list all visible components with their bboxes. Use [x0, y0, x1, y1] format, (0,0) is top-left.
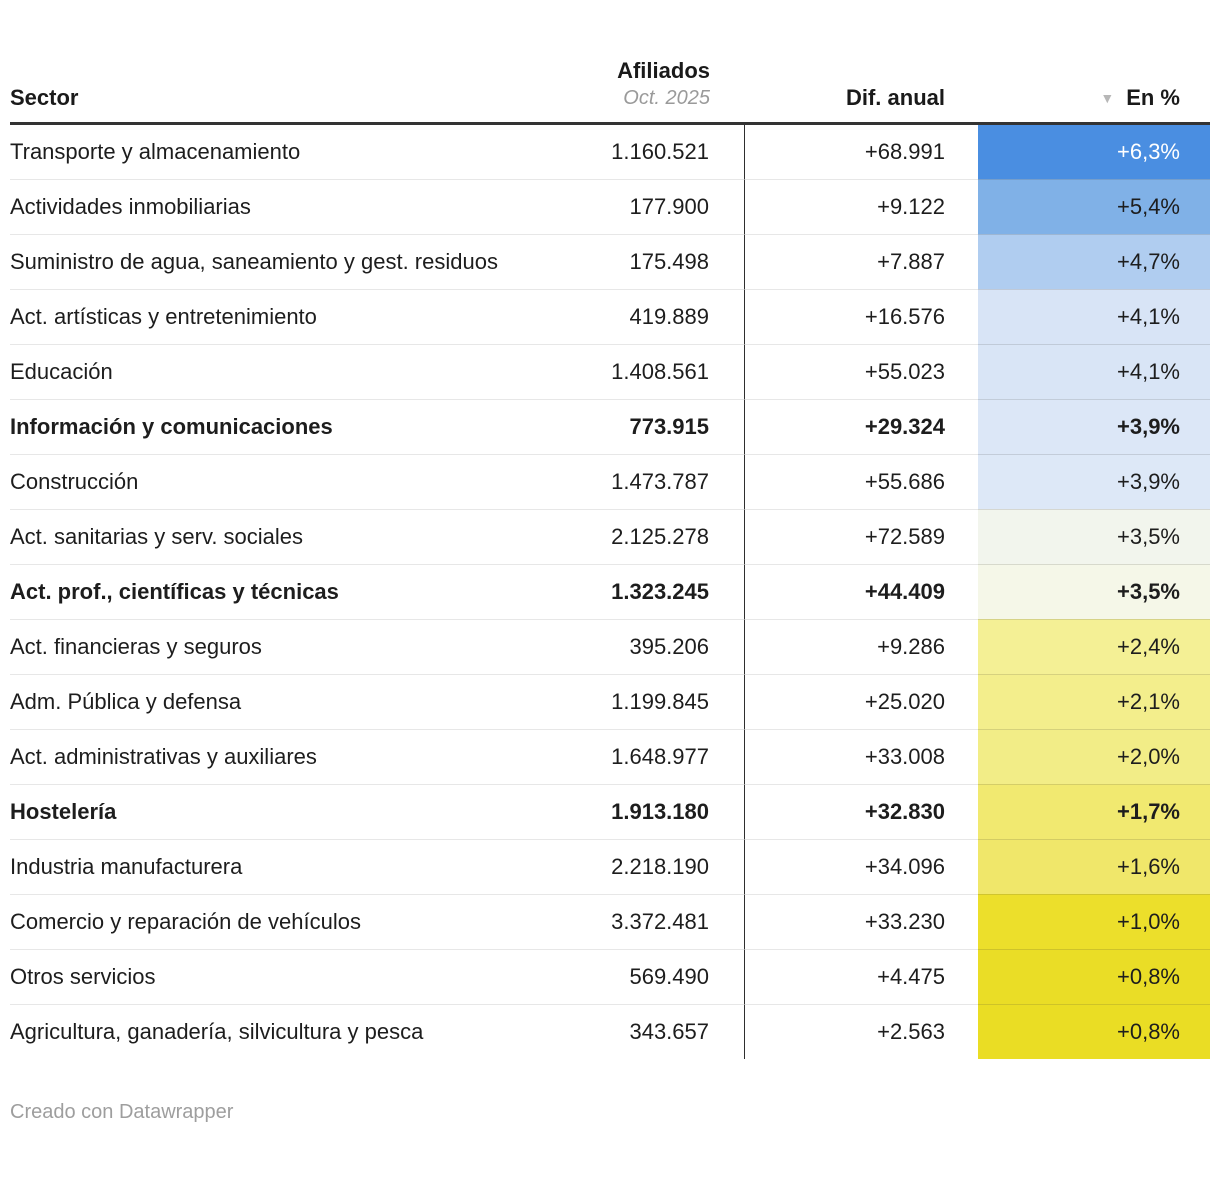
table-row-2	[10, 179, 1210, 234]
dif-anual-cell: +29.324	[745, 399, 978, 454]
dif-anual-cell: +44.409	[745, 564, 978, 619]
dif-anual-cell: +32.830	[745, 784, 978, 839]
column-header-afiliados-label: Afiliados	[617, 57, 710, 83]
table-row-6	[10, 399, 1210, 454]
table-row-3	[10, 234, 1210, 289]
afiliados-cell: 569.490	[535, 949, 745, 1004]
column-header-afiliados-subtitle: Oct. 2025	[623, 87, 710, 109]
sort-desc-icon: ▼	[1100, 89, 1115, 106]
table-row-8	[10, 509, 1210, 564]
afiliados-cell: 2.125.278	[535, 509, 745, 564]
table-row-13	[10, 784, 1210, 839]
table-row-12	[10, 729, 1210, 784]
pct-heatmap-cell: +3,9%	[978, 399, 1210, 454]
sector-cell: Transporte y almacenamiento	[10, 139, 301, 164]
dif-anual-cell: +2.563	[745, 1004, 978, 1059]
afiliados-cell: 419.889	[535, 289, 745, 344]
sector-cell: Comercio y reparación de vehículos	[10, 894, 535, 949]
pct-heatmap-cell: +3,9%	[978, 454, 1210, 509]
dif-anual-cell: +34.096	[745, 839, 978, 894]
afiliados-cell: 2.218.190	[535, 839, 745, 894]
table-row-14	[10, 839, 1210, 894]
afiliados-cell: 343.657	[535, 1004, 745, 1059]
pct-heatmap-cell: +4,1%	[978, 344, 1210, 399]
sector-cell: Adm. Pública y defensa	[10, 674, 535, 729]
table-row-11	[10, 674, 1210, 729]
sector-cell: Act. artísticas y entretenimiento	[10, 289, 535, 344]
table-row-16	[10, 949, 1210, 1004]
table-row-4	[10, 289, 1210, 344]
column-header-sector-label: Sector	[10, 84, 79, 110]
afiliados-cell: 773.915	[535, 399, 745, 454]
pct-heatmap-cell: +1,0%	[978, 894, 1210, 949]
sector-cell: Act. prof., científicas y técnicas	[10, 564, 535, 619]
table-row-5	[10, 344, 1210, 399]
sector-cell: Act. administrativas y auxiliares	[10, 729, 535, 784]
afiliados-cell: 395.206	[535, 619, 745, 674]
pct-heatmap-cell: +5,4%	[978, 179, 1210, 234]
afiliados-cell: 1.323.245	[535, 564, 745, 619]
table-row-9	[10, 564, 1210, 619]
sector-cell: Actividades inmobiliarias	[10, 179, 535, 234]
dif-anual-cell: +33.230	[745, 894, 978, 949]
pct-heatmap-cell: +1,7%	[978, 784, 1210, 839]
dif-anual-cell: +25.020	[745, 674, 978, 729]
table-row-15	[10, 894, 1210, 949]
table-row-7	[10, 454, 1210, 509]
afiliados-cell: 1.199.845	[535, 674, 745, 729]
afiliados-cell: 1.648.977	[535, 729, 745, 784]
table-row-1	[10, 125, 1210, 179]
dif-anual-cell: +33.008	[745, 729, 978, 784]
table-header	[10, 0, 1210, 125]
table-row-10	[10, 619, 1210, 674]
pct-heatmap-cell: +3,5%	[978, 509, 1210, 564]
attribution-credit: Creado con Datawrapper	[10, 1101, 234, 1123]
pct-heatmap-cell: +3,5%	[978, 564, 1210, 619]
sector-cell: Act. sanitarias y serv. sociales	[10, 509, 535, 564]
afiliados-cell: 1.913.180	[535, 784, 745, 839]
afiliados-cell: 1.408.561	[535, 344, 745, 399]
sector-cell: Hostelería	[10, 784, 535, 839]
sector-cell: Información y comunicaciones	[10, 399, 535, 454]
column-header-en-pct-label: En %	[1126, 84, 1180, 110]
column-header-en-pct[interactable]	[978, 85, 1210, 110]
afiliados-cell: 1.473.787	[535, 454, 745, 509]
afiliados-cell: 177.900	[535, 179, 745, 234]
dif-anual-cell: +9.286	[745, 619, 978, 674]
pct-heatmap-cell: +4,7%	[978, 234, 1210, 289]
pct-heatmap-cell: +2,4%	[978, 619, 1210, 674]
sector-cell: Act. financieras y seguros	[10, 619, 535, 674]
sector-cell: Otros servicios	[10, 949, 535, 1004]
afiliados-cell: 3.372.481	[535, 894, 745, 949]
sector-cell: Construcción	[10, 454, 535, 509]
pct-heatmap-cell: +2,1%	[978, 674, 1210, 729]
afiliados-cell: 1.160.521	[535, 125, 745, 179]
pct-heatmap-cell: +0,8%	[978, 949, 1210, 1004]
column-header-dif-anual[interactable]	[745, 85, 978, 110]
table-row-17	[10, 1004, 1210, 1059]
pct-heatmap-cell: +4,1%	[978, 289, 1210, 344]
dif-anual-cell: +9.122	[745, 179, 978, 234]
dif-anual-cell: +55.023	[745, 344, 978, 399]
column-header-dif-anual-label: Dif. anual	[845, 84, 945, 110]
dif-anual-cell: +68.991	[864, 139, 945, 164]
pct-heatmap-cell: +1,6%	[978, 839, 1210, 894]
sector-cell: Suministro de agua, saneamiento y gest. residuos	[10, 234, 535, 289]
pct-heatmap-cell: +0,8%	[978, 1004, 1210, 1059]
dif-anual-cell: +16.576	[745, 289, 978, 344]
pct-heatmap-cell: +6,3%	[978, 125, 1210, 179]
dif-anual-cell: +4.475	[745, 949, 978, 1004]
table-body	[10, 125, 1210, 1059]
pct-heatmap-cell: +2,0%	[978, 729, 1210, 784]
dif-anual-cell: +7.887	[745, 234, 978, 289]
sector-cell: Industria manufacturera	[10, 839, 535, 894]
sector-cell: Educación	[10, 344, 535, 399]
column-header-sector[interactable]	[10, 85, 535, 110]
dif-anual-cell: +55.686	[745, 454, 978, 509]
dif-anual-cell: +72.589	[745, 509, 978, 564]
sector-cell: Agricultura, ganadería, silvicultura y pesca	[10, 1004, 535, 1059]
afiliados-cell: 175.498	[535, 234, 745, 289]
column-header-afiliados[interactable]	[535, 58, 745, 110]
